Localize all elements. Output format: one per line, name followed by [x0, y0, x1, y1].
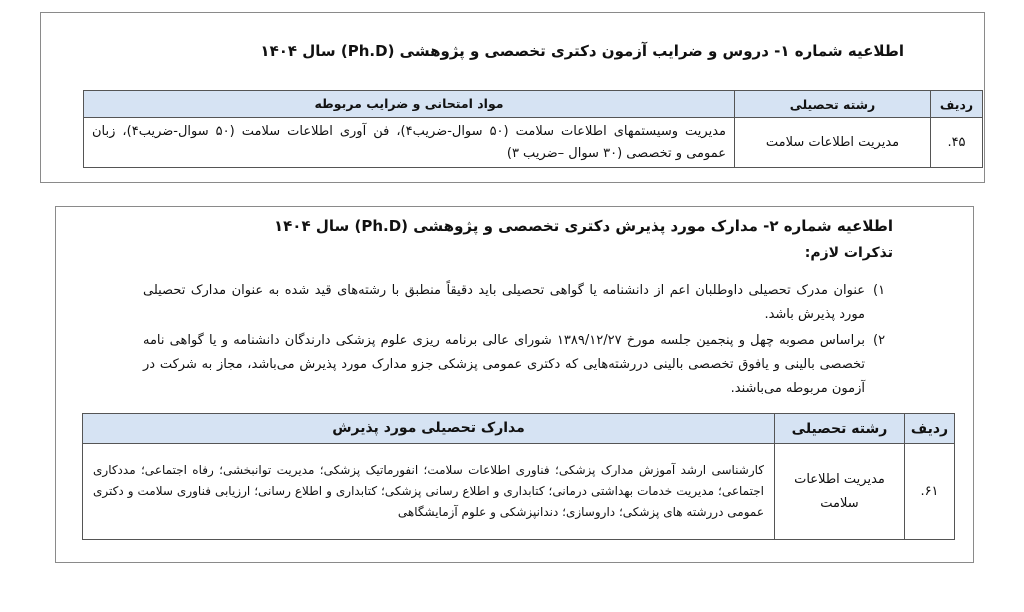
table-header-row: [83, 414, 955, 444]
row-docs: کارشناسی ارشد آموزش مدارک پزشکی؛ فناوری اطلاعات سلامت؛ انفورماتیک پزشکی؛ مدیریت توانبخشی؛ رفاه اجتماعی؛ مددکاری اجتماعی؛ مدیریت خدمات بهداشتی درمانی؛ کتابداری و اطلاع رسانی پزشکی؛ کتابداری و اطلاع رسانی؛ ارزیابی فناوری سلامت و دکتری عمومی دررشته های پزشکی؛ داروسازی؛ دندانپزشکی و علوم آزمایشگاهی: [83, 444, 775, 540]
note-item: [143, 329, 893, 401]
table-row: [84, 118, 983, 168]
row-number: ۴۵.: [931, 118, 983, 168]
note-number: ۱): [873, 283, 886, 298]
note-number: ۲): [873, 333, 886, 348]
row-number: ۶۱.: [905, 444, 955, 540]
row-field: مدیریت اطلاعات سلامت: [775, 444, 905, 540]
note-item: [143, 279, 893, 327]
row-field: مدیریت اطلاعات سلامت: [735, 118, 931, 168]
header-row-number: ردیف: [931, 91, 983, 118]
notice-1-panel: [40, 12, 985, 183]
notice-2-title: اطلاعیه شماره ۲- مدارک مورد پذیرش دکتری تخصصی و پژوهشی (Ph.D) سال ۱۴۰۴: [274, 217, 893, 235]
header-docs: مدارک تحصیلی مورد پذیرش: [83, 414, 775, 444]
table-row: [83, 444, 955, 540]
notice-1-title: اطلاعیه شماره ۱- دروس و ضرایب آزمون دکتری تخصصی و پژوهشی (Ph.D) سال ۱۴۰۴: [260, 42, 904, 60]
notes-heading: تذکرات لازم:: [804, 245, 893, 261]
row-subjects: مدیریت وسیستمهای اطلاعات سلامت (۵۰ سوال-ضریب۴)، فن آوری اطلاعات سلامت (۵۰ سوال-ضریب۴)، زبان عمومی و تخصصی (۳۰ سوال –ضریب ۳): [84, 118, 735, 168]
header-row-number: ردیف: [905, 414, 955, 444]
header-field: رشته تحصیلی: [735, 91, 931, 118]
note-text: براساس مصوبه چهل و پنجمین جلسه مورخ ۱۳۸۹/۱۲/۲۷ شورای عالی برنامه ریزی علوم پزشکی دارندگان دانشنامه و یا گواهی نامه تخصصی بالینی و یافوق تخصصی بالینی دررشته‌هایی که دکتری عمومی پزشکی جزو مدارک مورد پذیرش می‌باشد، مجاز به شرکت در آزمون مربوطه می‌باشند.: [143, 333, 865, 396]
note-text: عنوان مدرک تحصیلی داوطلبان اعم از دانشنامه یا گواهی تحصیلی باید دقیقاً منطبق با رشته‌های قید شده به عنوان مدارک تحصیلی مورد پذیرش باشد.: [143, 283, 865, 322]
courses-table: [83, 90, 983, 168]
notice-2-panel: [55, 206, 974, 563]
accepted-degrees-table: [82, 413, 955, 540]
header-subjects: مواد امتحانی و ضرایب مربوطه: [84, 91, 735, 118]
header-field: رشته تحصیلی: [775, 414, 905, 444]
table-header-row: [84, 91, 983, 118]
